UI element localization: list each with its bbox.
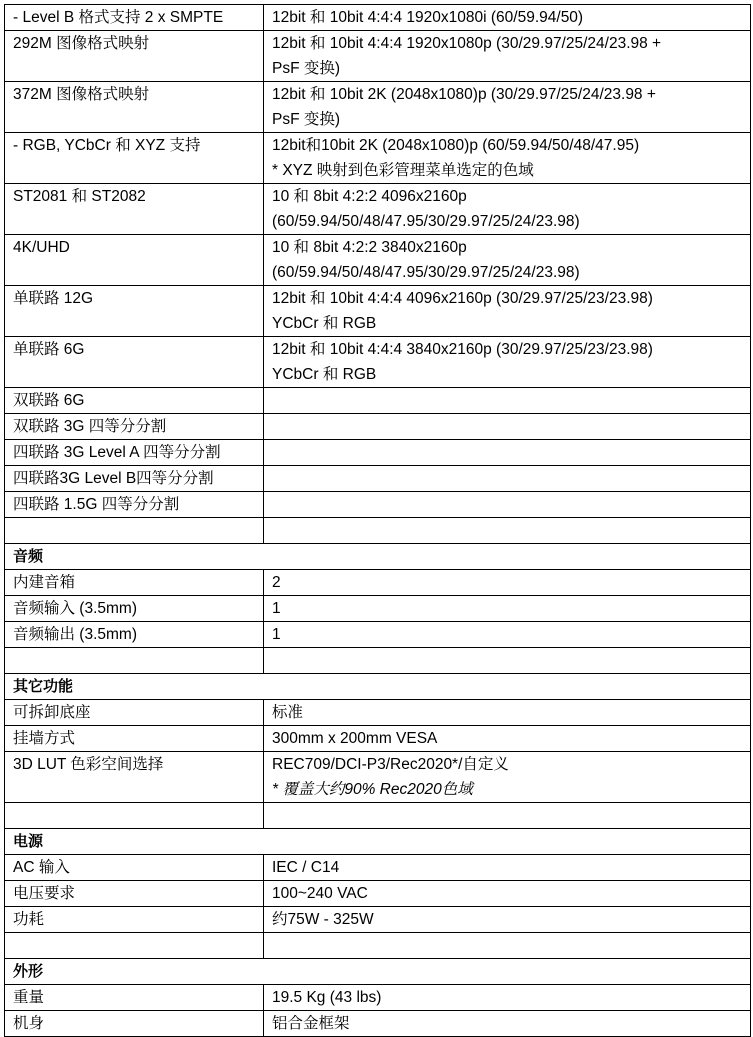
table-row [5,235,751,286]
spec-label: 292M 图像格式映射 [5,31,264,82]
spec-value: IEC / C14 [264,855,751,881]
spec-label: 单联路 12G [5,286,264,337]
spec-value: 19.5 Kg (43 lbs) [264,985,751,1011]
spec-label: 四联路3G Level B四等分分割 [5,466,264,492]
spec-value: 标准 [264,700,751,726]
spec-value-line: 12bit 和 10bit 4:4:4 3840x2160p (30/29.97/25/23/23.98) [272,341,653,358]
spec-label: 重量 [5,985,264,1011]
empty-cell [5,933,264,959]
spec-value [264,466,751,492]
section-header-row [5,674,751,700]
spec-label: 内建音箱 [5,570,264,596]
spec-value [264,440,751,466]
spec-value [264,492,751,518]
spec-value: 约75W - 325W [264,907,751,933]
table-row [5,440,751,466]
spec-value-line: 12bit和10bit 2K (2048x1080)p (60/59.94/50/48/47.95) [272,137,640,154]
spec-label: 4K/UHD [5,235,264,286]
spec-label: 372M 图像格式映射 [5,82,264,133]
spec-value-line: PsF 变换) [272,111,341,128]
spec-value-line: * XYZ 映射到色彩管理菜单选定的色域 [272,162,534,179]
table-row [5,466,751,492]
spacer-row [5,803,751,829]
spec-label: - Level B 格式支持 2 x SMPTE [5,5,264,31]
spec-label: ST2081 和 ST2082 [5,184,264,235]
spacer-row [5,518,751,544]
spec-value: 100~240 VAC [264,881,751,907]
spec-value [264,752,751,803]
spec-label: 3D LUT 色彩空间选择 [5,752,264,803]
spec-value: 1 [264,622,751,648]
spec-value-line: PsF 变换) [272,60,341,77]
spec-value [264,133,751,184]
table-row [5,1011,751,1037]
spec-value-line: 12bit 和 10bit 4:4:4 1920x1080i (60/59.94/50) [272,9,584,26]
spec-label: 电压要求 [5,881,264,907]
spec-label: 功耗 [5,907,264,933]
section-title-physical: 外形 [5,959,751,985]
table-row [5,570,751,596]
empty-cell [5,648,264,674]
table-row [5,596,751,622]
spec-label: 音频输出 (3.5mm) [5,622,264,648]
spacer-row [5,648,751,674]
spec-value-line: (60/59.94/50/48/47.95/30/29.97/25/24/23.98) [272,213,580,230]
table-row [5,700,751,726]
empty-cell [264,648,751,674]
table-row [5,184,751,235]
spec-value [264,286,751,337]
section-title-audio: 音频 [5,544,751,570]
spec-label: 可拆卸底座 [5,700,264,726]
spec-label: 四联路 1.5G 四等分分割 [5,492,264,518]
spacer-row [5,933,751,959]
section-header-row [5,544,751,570]
table-row [5,337,751,388]
table-row [5,855,751,881]
spec-value [264,184,751,235]
table-row [5,985,751,1011]
table-row [5,881,751,907]
spec-value-line: (60/59.94/50/48/47.95/30/29.97/25/24/23.98) [272,264,580,281]
spec-label: - RGB, YCbCr 和 XYZ 支持 [5,133,264,184]
empty-cell [264,518,751,544]
spec-label: 四联路 3G Level A 四等分分割 [5,440,264,466]
spec-label: 挂墙方式 [5,726,264,752]
table-row [5,31,751,82]
table-row [5,726,751,752]
section-title-power: 电源 [5,829,751,855]
spec-footnote: * 覆盖大约90% Rec2020色域 [272,781,473,798]
spec-value-line: YCbCr 和 RGB [272,315,377,332]
empty-cell [5,518,264,544]
spec-value-line: 12bit 和 10bit 4:4:4 4096x2160p (30/29.97/25/23/23.98) [272,290,653,307]
spec-value-line: YCbCr 和 RGB [272,366,377,383]
spec-value [264,31,751,82]
table-row [5,622,751,648]
table-row [5,286,751,337]
spec-value: 铝合金框架 [264,1011,751,1037]
section-title-other: 其它功能 [5,674,751,700]
section-header-row [5,829,751,855]
spec-label: 双联路 6G [5,388,264,414]
spec-label: 双联路 3G 四等分分割 [5,414,264,440]
spec-label: 单联路 6G [5,337,264,388]
section-header-row [5,959,751,985]
spec-value [264,414,751,440]
spec-value-line: 10 和 8bit 4:2:2 3840x2160p [272,239,467,256]
spec-value [264,82,751,133]
spec-value-line: 12bit 和 10bit 4:4:4 1920x1080p (30/29.97/25/24/23.98 + [272,35,662,52]
table-row [5,5,751,31]
spec-label: 机身 [5,1011,264,1037]
spec-table [4,4,751,1037]
empty-cell [264,803,751,829]
spec-value: 1 [264,596,751,622]
spec-label: AC 输入 [5,855,264,881]
spec-value-line: REC709/DCI-P3/Rec2020*/自定义 [272,756,509,773]
spec-value-line: 12bit 和 10bit 2K (2048x1080)p (30/29.97/25/24/23.98 + [272,86,656,103]
table-row [5,492,751,518]
empty-cell [5,803,264,829]
spec-label: 音频输入 (3.5mm) [5,596,264,622]
spec-value [264,388,751,414]
empty-cell [264,933,751,959]
table-row [5,752,751,803]
spec-value [264,5,751,31]
table-row [5,907,751,933]
table-row [5,414,751,440]
spec-value: 300mm x 200mm VESA [264,726,751,752]
spec-value: 2 [264,570,751,596]
spec-value-line: 10 和 8bit 4:2:2 4096x2160p [272,188,467,205]
spec-value [264,337,751,388]
table-row [5,388,751,414]
table-row [5,82,751,133]
table-row [5,133,751,184]
spec-value [264,235,751,286]
